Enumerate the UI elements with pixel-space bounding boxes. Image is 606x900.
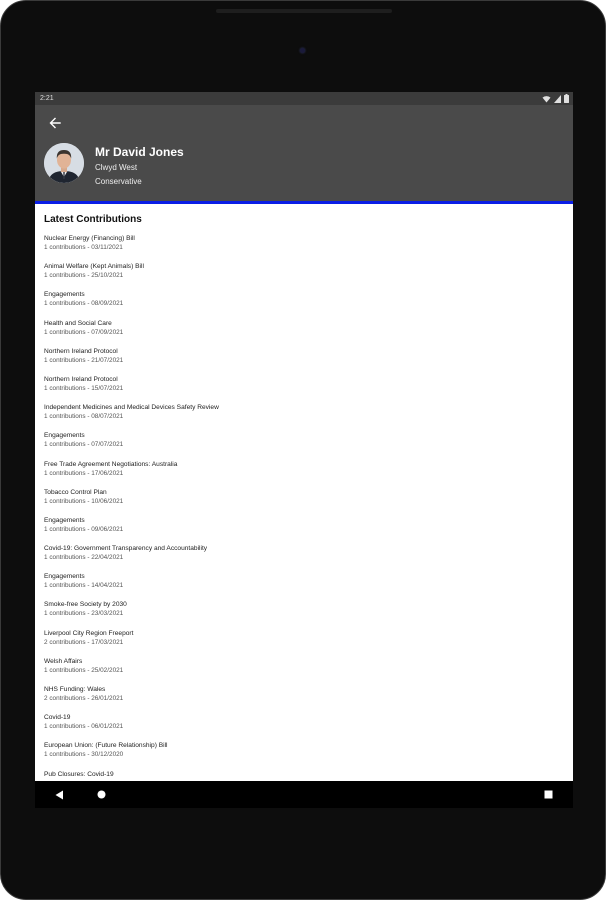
contribution-title: Pub Closures: Covid-19	[44, 770, 114, 778]
system-nav-bar	[35, 781, 573, 808]
member-name: Mr David Jones	[95, 145, 184, 159]
front-camera	[300, 48, 305, 53]
nav-home-button[interactable]	[89, 781, 113, 808]
contribution-title: Nuclear Energy (Financing) Bill	[44, 235, 135, 242]
contribution-meta: 1 contributions - 08/09/2021	[44, 300, 124, 308]
list-item[interactable]	[44, 600, 564, 628]
contribution-meta: 1 contributions - 30/12/2020	[44, 751, 124, 759]
contribution-meta: 1 contributions - 21/07/2021	[44, 356, 124, 364]
nav-recents-icon	[544, 790, 553, 799]
member-party: Conservative	[95, 177, 142, 186]
list-item[interactable]	[44, 657, 564, 685]
contributions-panel	[35, 204, 573, 808]
member-portrait-icon	[44, 143, 84, 183]
list-item[interactable]	[44, 488, 564, 516]
contribution-title: Tobacco Control Plan	[44, 488, 107, 496]
contribution-title: Free Trade Agreement Negotiations: Australia	[44, 460, 178, 468]
contribution-meta: 1 contributions - 07/09/2021	[44, 328, 124, 336]
status-time: 2:21	[40, 95, 54, 102]
contribution-meta: 1 contributions - 10/06/2021	[44, 497, 124, 505]
list-item[interactable]	[44, 629, 564, 657]
contribution-title: Independent Medicines and Medical Devices Safety Review	[44, 404, 219, 412]
contribution-title: Northern Ireland Protocol	[44, 347, 118, 355]
list-item[interactable]	[44, 572, 564, 600]
wifi-icon	[542, 95, 551, 103]
contribution-meta: 1 contributions - 22/04/2021	[44, 554, 124, 562]
contribution-meta: 1 contributions - 25/10/2021	[44, 272, 124, 280]
contribution-title: Animal Welfare (Kept Animals) Bill	[44, 263, 144, 271]
status-bar	[35, 92, 573, 105]
list-item[interactable]	[44, 262, 564, 290]
contribution-title: Engagements	[44, 432, 85, 440]
list-item[interactable]	[44, 403, 564, 431]
contribution-meta: 1 contributions - 07/07/2021	[44, 441, 124, 449]
contribution-meta: 1 contributions - 17/06/2021	[44, 469, 124, 477]
nav-recents-button[interactable]	[536, 781, 560, 808]
signal-icon	[554, 95, 561, 103]
list-item[interactable]	[44, 375, 564, 403]
contribution-meta: 1 contributions - 25/02/2021	[44, 666, 124, 674]
nav-home-icon	[97, 790, 106, 799]
app-screen	[35, 92, 573, 808]
battery-icon	[564, 94, 569, 103]
contribution-title: Health and Social Care	[44, 319, 112, 327]
list-item[interactable]	[44, 290, 564, 318]
list-item[interactable]	[44, 713, 564, 741]
list-item[interactable]	[44, 544, 564, 572]
arrow-back-icon	[49, 117, 61, 129]
contributions-list	[44, 234, 564, 798]
status-icons	[542, 94, 569, 103]
nav-back-icon	[55, 790, 64, 800]
contribution-title: NHS Funding: Wales	[44, 686, 106, 693]
nav-back-button[interactable]	[47, 781, 71, 808]
contribution-meta: 1 contributions - 09/06/2021	[44, 525, 124, 533]
contribution-title: European Union: (Future Relationship) Bill	[44, 742, 168, 750]
contribution-meta: 1 contributions - 03/11/2021	[44, 244, 123, 251]
list-item[interactable]	[44, 347, 564, 375]
contribution-title: Smoke-free Society by 2030	[44, 601, 127, 609]
contribution-meta: 2 contributions - 17/03/2021	[44, 638, 124, 646]
back-button[interactable]	[45, 113, 65, 133]
section-title: Latest Contributions	[44, 214, 142, 225]
member-header	[35, 105, 573, 201]
contribution-meta: 1 contributions - 14/04/2021	[44, 582, 124, 590]
contribution-title: Engagements	[44, 516, 85, 524]
list-item[interactable]	[44, 460, 564, 488]
speaker-grille	[216, 9, 392, 13]
contribution-title: Northern Ireland Protocol	[44, 375, 118, 383]
contribution-title: Engagements	[44, 291, 85, 299]
list-item[interactable]	[44, 685, 564, 713]
list-item[interactable]	[44, 516, 564, 544]
contribution-title: Liverpool City Region Freeport	[44, 629, 134, 637]
contribution-meta: 1 contributions - 23/03/2021	[44, 610, 124, 618]
list-item[interactable]	[44, 741, 564, 769]
list-item[interactable]	[44, 234, 564, 262]
contribution-title: Engagements	[44, 573, 85, 581]
contribution-meta: 2 contributions - 26/01/2021	[44, 695, 124, 702]
list-item[interactable]	[44, 319, 564, 347]
member-avatar	[44, 143, 84, 183]
contribution-title: Welsh Affairs	[44, 657, 83, 665]
contribution-meta: 1 contributions - 08/07/2021	[44, 413, 124, 421]
contribution-title: Covid-19	[44, 714, 71, 722]
contribution-meta: 1 contributions - 15/07/2021	[44, 384, 124, 392]
member-constituency: Clwyd West	[95, 163, 138, 172]
contribution-title: Covid-19: Government Transparency and Accountability	[44, 545, 208, 553]
contribution-meta: 1 contributions - 06/01/2021	[44, 723, 124, 731]
list-item[interactable]	[44, 431, 564, 459]
